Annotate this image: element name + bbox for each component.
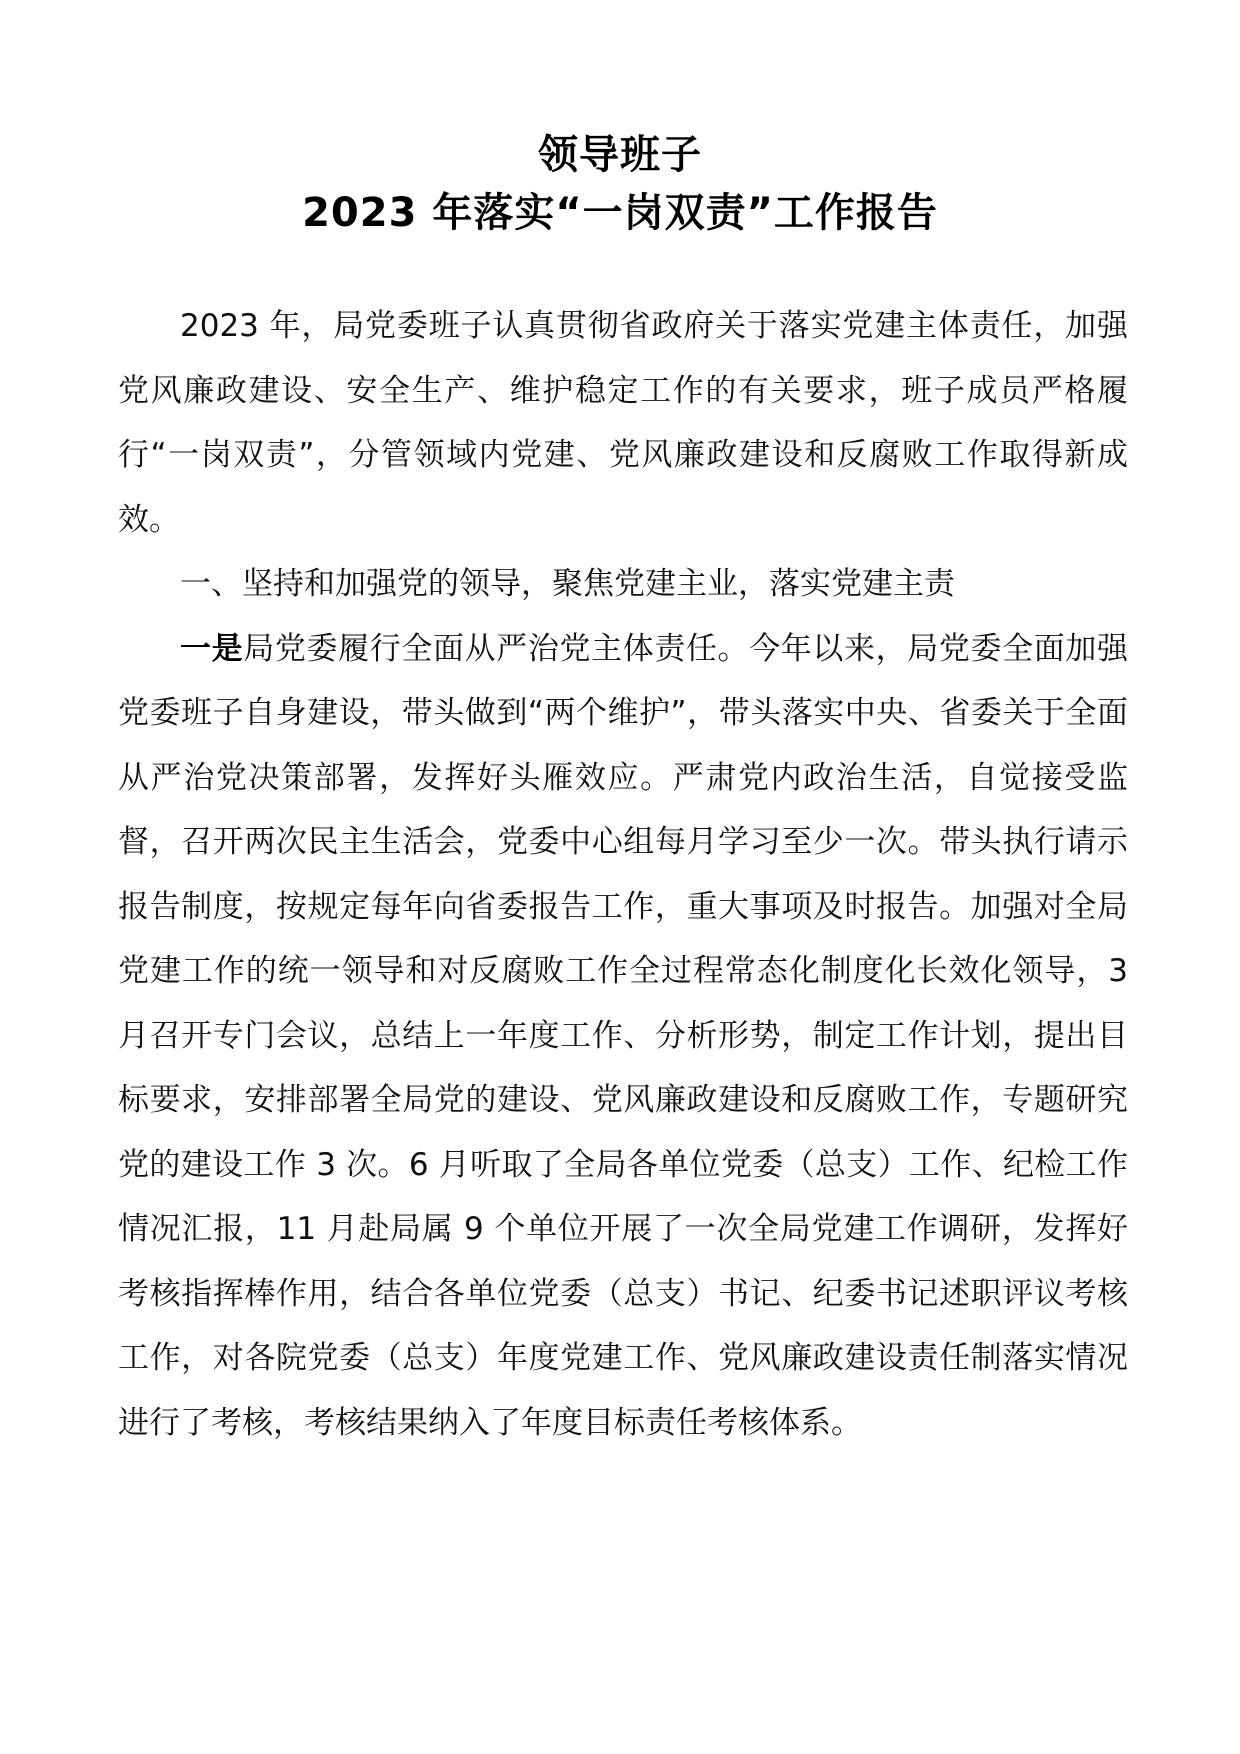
intro-paragraph: 2023 年，局党委班子认真贯彻省政府关于落实党建主体责任，加强党风廉政建设、安全生产、维护稳定工作的有关要求，班子成员严格履行“一岗双责”，分管领域内党建、党风廉政建设和反腐败工作取得新成效。 xyxy=(118,308,1128,538)
item-text: 局党委履行全面从严治党主体责任。今年以来，局党委全面加强党委班子自身建设，带头做到“两个维护”，带头落实中央、省委关于全面从严治党决策部署，发挥好头雁效应。严肃党内政治生活，自觉接受监督，召开两次民主生活会，党委中心组每月学习至少一次。带头执行请示报告制度，按规定每年向省委报告工作，重大事项及时报告。加强对全局党建工作的统一领导和对反腐败工作全过程常态化制度化长效化领导，3 月召开专门会议，总结上一年度工作、分析形势，制定工作计划，提出目标要求，安排部署全局党的建设、党风廉政建设和反腐败工作，专题研究党的建设工作 3 次。6 月听取了全局各单位党委（总支）工作、纪检工作情况汇报，11 月赴局属 9 个单位开展了一次全局党建工作调研，发挥好考核指挥棒作用，结合各单位党委（总支）书记、纪委书记述职评议考核工作，对各院党委（总支）年度党建工作、党风廉政建设责任制落实情况进行了考核，考核结果纳入了年度目标责任考核体系。 xyxy=(118,630,1129,1441)
document-body xyxy=(118,294,1128,1455)
item-lead: 一是 xyxy=(180,630,244,667)
item-paragraph-1 xyxy=(118,617,1128,1456)
section-heading-1: 一、坚持和加强党的领导，聚焦党建主业，落实党建主责 xyxy=(180,566,955,602)
title-line-1: 领导班子 xyxy=(538,132,702,178)
title-line-2: 2023 年落实“一岗双责”工作报告 xyxy=(302,190,938,236)
document-title xyxy=(0,126,1240,242)
